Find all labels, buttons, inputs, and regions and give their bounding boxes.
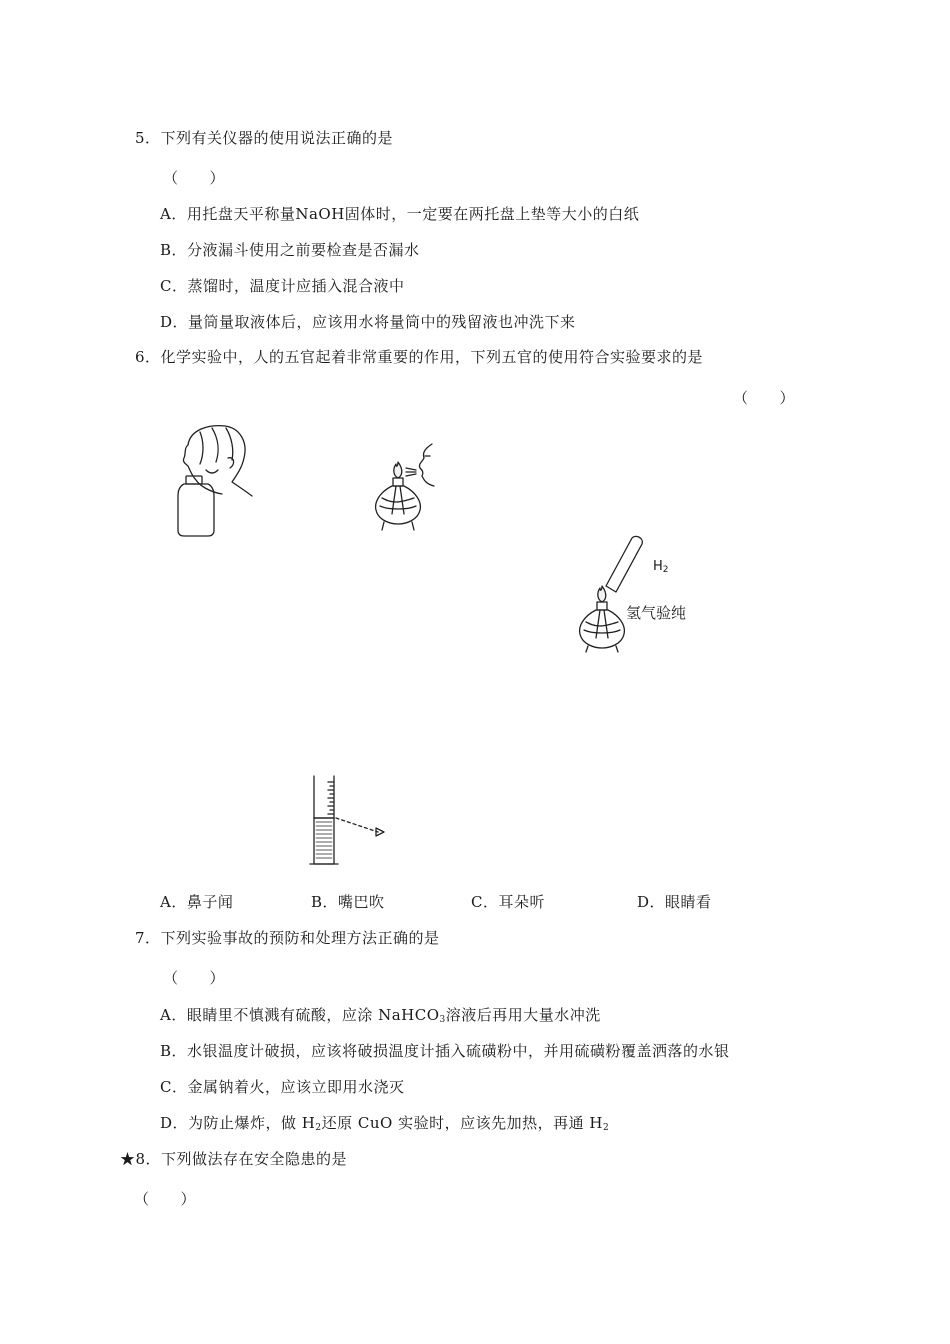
q5-option-d: D．量筒量取液体后，应该用水将量筒中的残留液也冲洗下来 [160,313,576,331]
q7-option-c: C．金属钠着火，应该立即用水浇灭 [160,1078,405,1096]
q8-stem: ★8．下列做法存在安全隐患的是 [120,1150,348,1168]
q6-option-a: A．鼻子闻 [160,893,234,911]
q5-stem: 5．下列有关仪器的使用说法正确的是 [135,129,394,147]
figure-hydrogen-test [570,530,660,655]
hydrogen-test-caption: 氢气验纯 [626,604,687,622]
q5-option-c: C．蒸馏时，温度计应插入混合液中 [160,277,405,295]
q6-option-b: B．嘴巴吹 [311,893,385,911]
figure-smell-bottle [170,420,260,540]
figure-blow-lamp [370,440,450,535]
q5-option-b: B．分液漏斗使用之前要检查是否漏水 [160,241,420,259]
q7-option-a: A．眼睛里不慎溅有硫酸，应涂 NaHCO$_3$溶液后再用大量水冲洗 [160,1006,601,1025]
q6-option-d: D．眼睛看 [637,893,712,911]
q6-bracket: （ ） [733,389,796,407]
figure-read-cylinder [300,772,400,870]
q7-bracket: （ ） [163,969,226,987]
q7-stem: 7．下列实验事故的预防和处理方法正确的是 [135,929,440,947]
h2-label: $H_2$ [653,559,669,575]
q5-option-a: A．用托盘天平称量NaOH固体时，一定要在两托盘上垫等大小的白纸 [160,205,640,223]
q6-stem: 6．化学实验中，人的五官起着非常重要的作用，下列五官的使用符合实验要求的是 [135,348,704,366]
q6-option-c: C．耳朵听 [471,893,545,911]
q7-option-d: D．为防止爆炸，做 $H_2$还原 CuO 实验时，应该先加热，再通 $H_2$ [160,1114,610,1133]
q7-option-b: B．水银温度计破损，应该将破损温度计插入硫磺粉中，并用硫磺粉覆盖洒落的水银 [160,1042,730,1060]
q5-bracket: （ ） [163,169,226,187]
q8-bracket: （ ） [134,1190,197,1208]
